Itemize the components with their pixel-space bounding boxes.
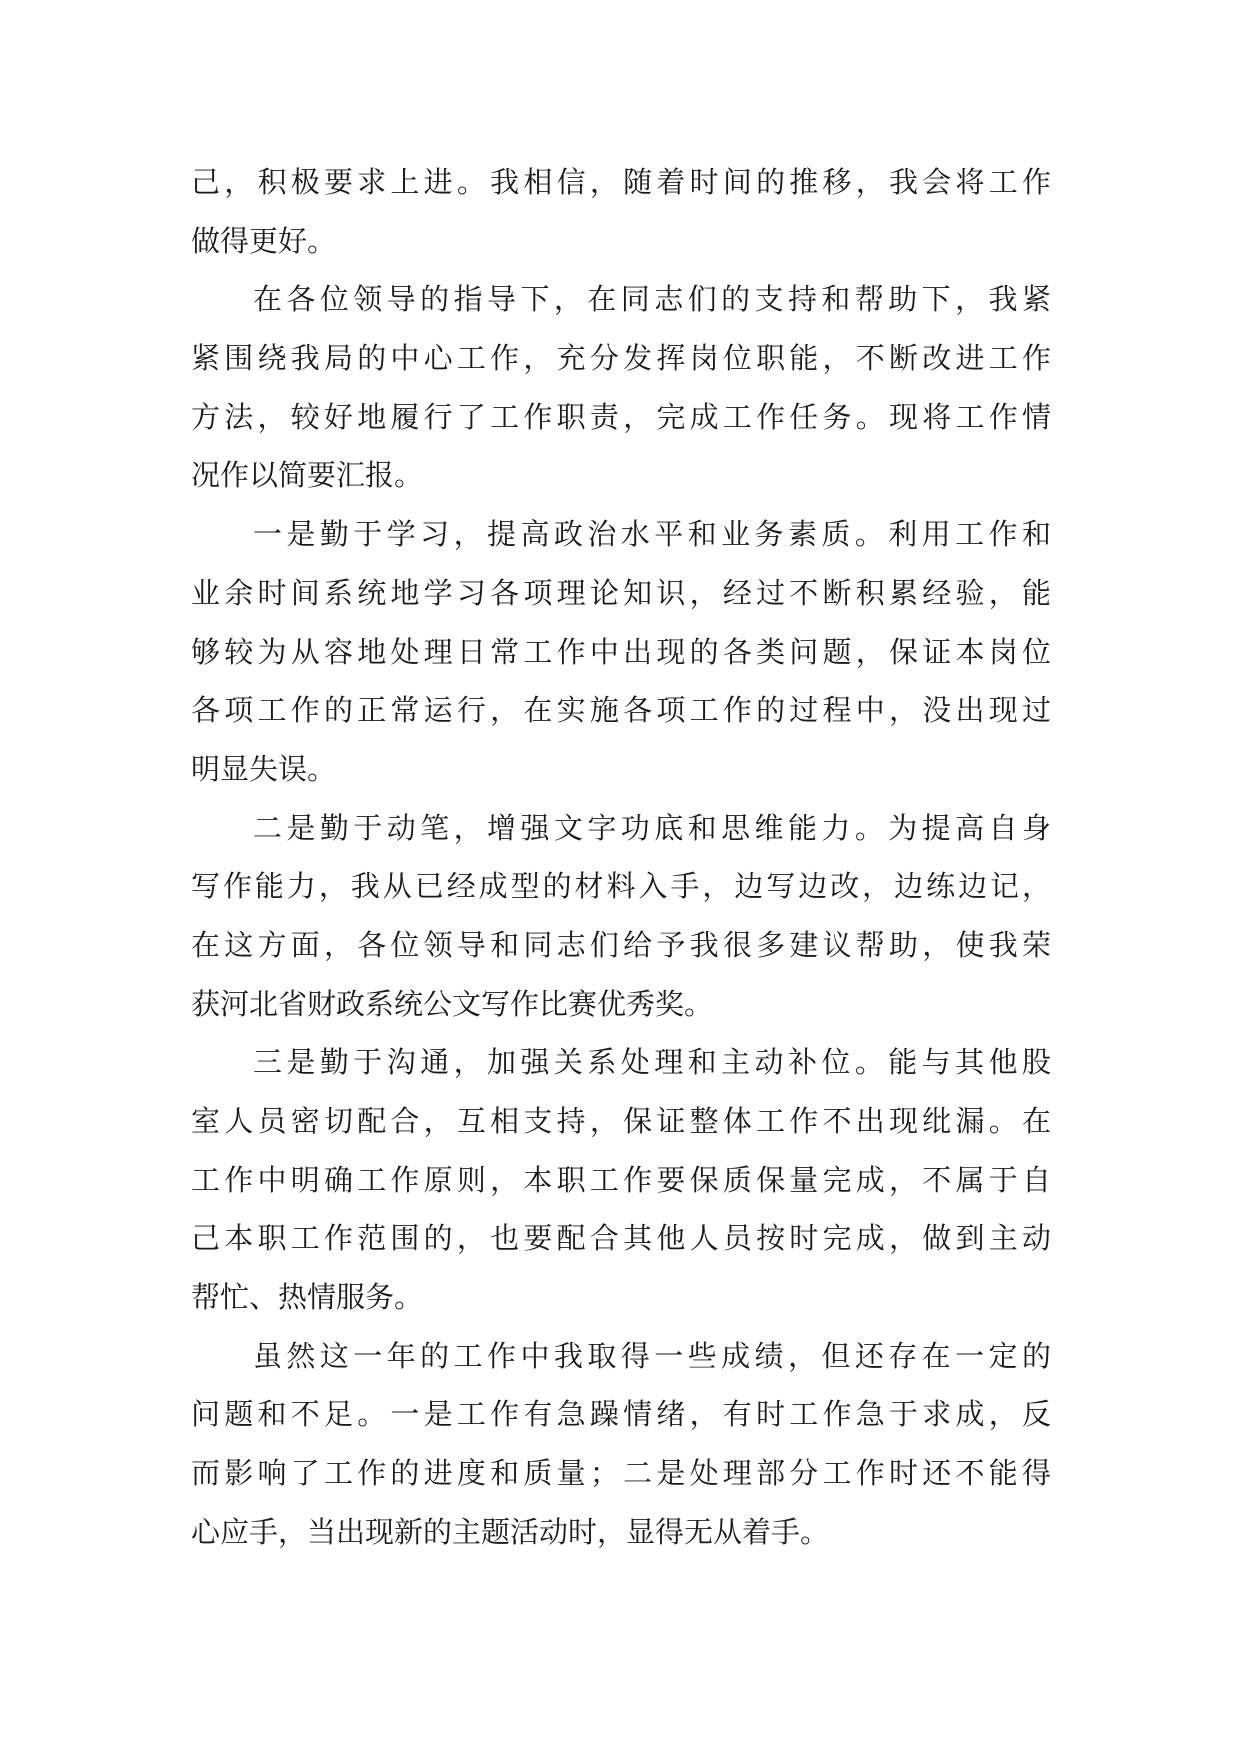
text-line: 问题和不足。一是工作有急躁情绪，有时工作急于求成，反	[191, 1397, 1051, 1432]
text-line: 帮忙、热情服务。	[191, 1280, 424, 1315]
text-line: 在各位领导的指导下，在同志们的支持和帮助下，我紧	[253, 282, 1051, 317]
text-line: 工作中明确工作原则，本职工作要保质保量完成，不属于自	[191, 1162, 1051, 1197]
text-line: 三是勤于沟通，加强关系处理和主动补位。能与其他股	[253, 1045, 1051, 1080]
text-line: 在这方面，各位领导和同志们给予我很多建议帮助，使我荣	[191, 927, 1051, 962]
text-line: 方法，较好地履行了工作职责，完成工作任务。现将工作情	[191, 399, 1051, 434]
text-line: 各项工作的正常运行，在实施各项工作的过程中，没出现过	[191, 693, 1051, 728]
text-line: 室人员密切配合，互相支持，保证整体工作不出现纰漏。在	[191, 1104, 1051, 1138]
text-line: 够较为从容地处理日常工作中出现的各类问题，保证本岗位	[191, 634, 1051, 669]
text-line: 况作以简要汇报。	[191, 458, 424, 493]
text-line: 紧围绕我局的中心工作，充分发挥岗位职能，不断改进工作	[191, 341, 1051, 376]
text-line: 己，积极要求上进。我相信，随着时间的推移，我会将工作	[191, 165, 1051, 199]
text-line: 虽然这一年的工作中我取得一些成绩，但还存在一定的	[253, 1338, 1051, 1373]
text-line: 二是勤于动笔，增强文字功底和思维能力。为提高自身	[253, 810, 1051, 845]
text-line: 获河北省财政系统公文写作比赛优秀奖。	[191, 986, 714, 1021]
text-line: 写作能力，我从已经成型的材料入手，边写边改，边练边记，	[191, 869, 1051, 904]
text-line: 明显失误。	[191, 751, 337, 786]
text-line: 业余时间系统地学习各项理论知识，经过不断积累经验，能	[191, 575, 1051, 610]
document-page	[191, 153, 1051, 1562]
text-line: 一是勤于学习，提高政治水平和业务素质。利用工作和	[253, 517, 1051, 552]
text-line: 己本职工作范围的，也要配合其他人员按时完成，做到主动	[191, 1221, 1051, 1256]
text-line: 心应手，当出现新的主题活动时，显得无从着手。	[191, 1514, 830, 1549]
text-line: 做得更好。	[191, 223, 337, 258]
text-line: 而影响了工作的进度和质量；二是处理部分工作时还不能得	[191, 1456, 1051, 1491]
